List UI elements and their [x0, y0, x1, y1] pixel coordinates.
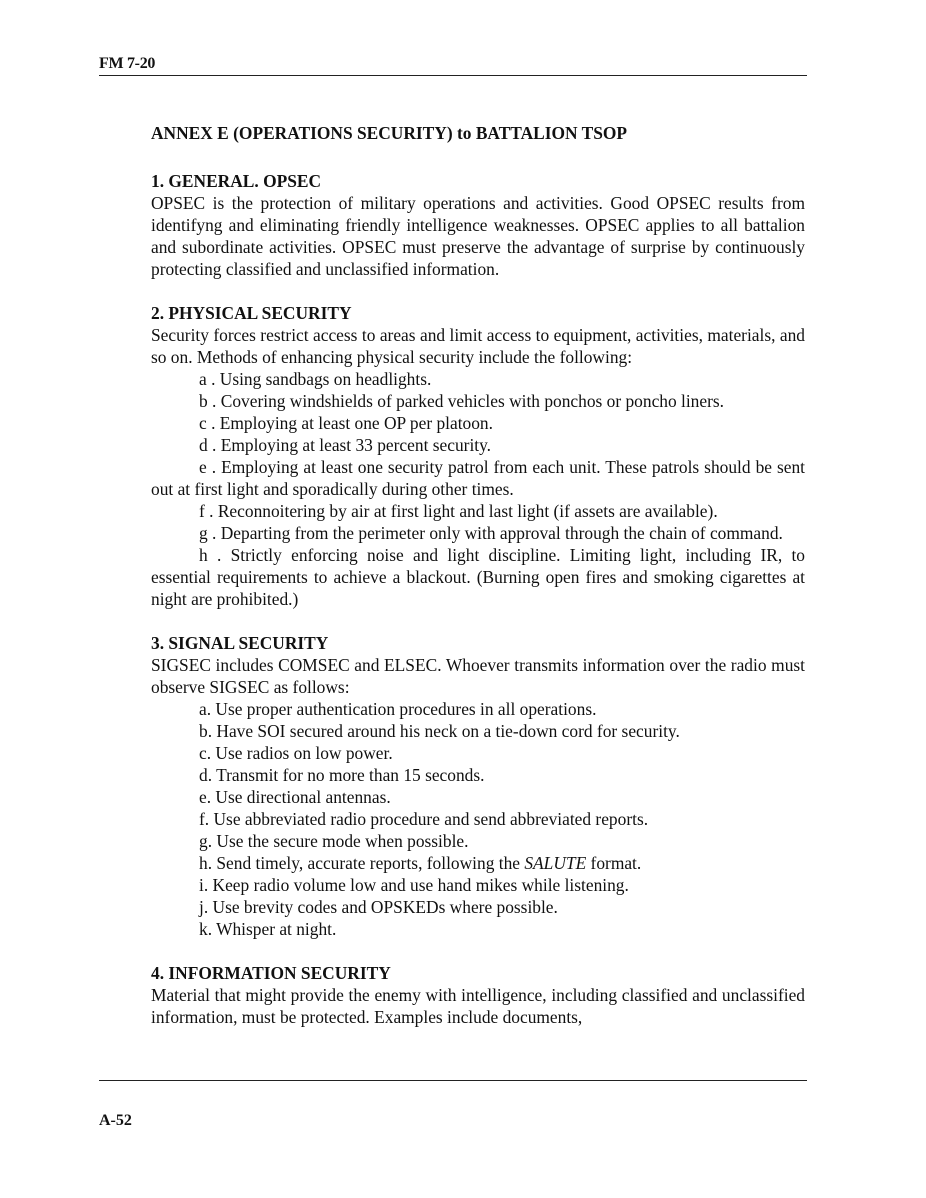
list-item: e . Employing at least one security patrol from each unit. These patrols should be sent out at first light and sporadically during other times. [151, 457, 805, 499]
annex-title: ANNEX E (OPERATIONS SECURITY) to BATTALION TSOP [151, 123, 628, 143]
section-information-security [151, 962, 805, 1028]
list-item: d. Transmit for no more than 15 seconds. [199, 765, 485, 785]
list-item [151, 852, 805, 874]
list-item: e. Use directional antennas. [199, 787, 391, 807]
item-text: h. Send timely, accurate reports, following the [199, 853, 525, 873]
list-item: k. Whisper at night. [199, 919, 337, 939]
section-body: Material that might provide the enemy with intelligence, including classified and unclassified information, must be protected. Examples include documents, [151, 985, 805, 1027]
list-item: h . Strictly enforcing noise and light discipline. Limiting light, including IR, to essential requirements to achieve a blackout. (Burning open fires and smoking cigarettes at night are prohibited.) [151, 545, 805, 609]
list-item: c . Employing at least one OP per platoon. [199, 413, 493, 433]
list-item: b. Have SOI secured around his neck on a tie-down cord for security. [199, 721, 680, 741]
section-physical-security [151, 302, 805, 610]
list-item: a. Use proper authentication procedures in all operations. [199, 699, 597, 719]
section-title: 2. PHYSICAL SECURITY [151, 303, 352, 323]
section-title: 3. SIGNAL SECURITY [151, 633, 329, 653]
list-item: d . Employing at least 33 percent security. [199, 435, 492, 455]
section-title: 1. GENERAL. OPSEC [151, 171, 322, 191]
section-intro: Security forces restrict access to areas and limit access to equipment, activities, materials, and so on. Methods of enhancing physical security include the following: [151, 325, 805, 367]
section-general [151, 170, 805, 280]
section-body: OPSEC is the protection of military operations and activities. Good OPSEC results from identifyng and eliminating friendly intelligence weaknesses. OPSEC applies to all battalion and subordinate activities. OPSEC must preserve the advantage of surprise by continuously protecting classified and unclassified information. [151, 193, 805, 279]
header-rule [99, 75, 807, 76]
list-item: c. Use radios on low power. [199, 743, 393, 763]
list-item: a . Using sandbags on headlights. [199, 369, 432, 389]
item-text: format. [586, 853, 642, 873]
page-number: A-52 [99, 1112, 132, 1129]
footer-rule [99, 1080, 807, 1081]
document-id: FM 7-20 [99, 55, 156, 72]
section-title: 4. INFORMATION SECURITY [151, 963, 391, 983]
page-content [151, 122, 805, 1050]
list-item: b . Covering windshields of parked vehicles with ponchos or poncho liners. [199, 391, 725, 411]
list-item: f . Reconnoitering by air at first light and last light (if assets are available). [199, 501, 718, 521]
list-item: i. Keep radio volume low and use hand mikes while listening. [199, 875, 629, 895]
list-item: g. Use the secure mode when possible. [199, 831, 469, 851]
list-item: g . Departing from the perimeter only with approval through the chain of command. [199, 523, 783, 543]
signal-security-list [151, 698, 805, 940]
list-item: j. Use brevity codes and OPSKEDs where possible. [199, 897, 558, 917]
section-intro: SIGSEC includes COMSEC and ELSEC. Whoever transmits information over the radio must observe SIGSEC as follows: [151, 655, 805, 697]
section-signal-security [151, 632, 805, 940]
physical-security-list [151, 368, 805, 610]
list-item: f. Use abbreviated radio procedure and send abbreviated reports. [199, 809, 649, 829]
salute-term: SALUTE [524, 853, 587, 873]
